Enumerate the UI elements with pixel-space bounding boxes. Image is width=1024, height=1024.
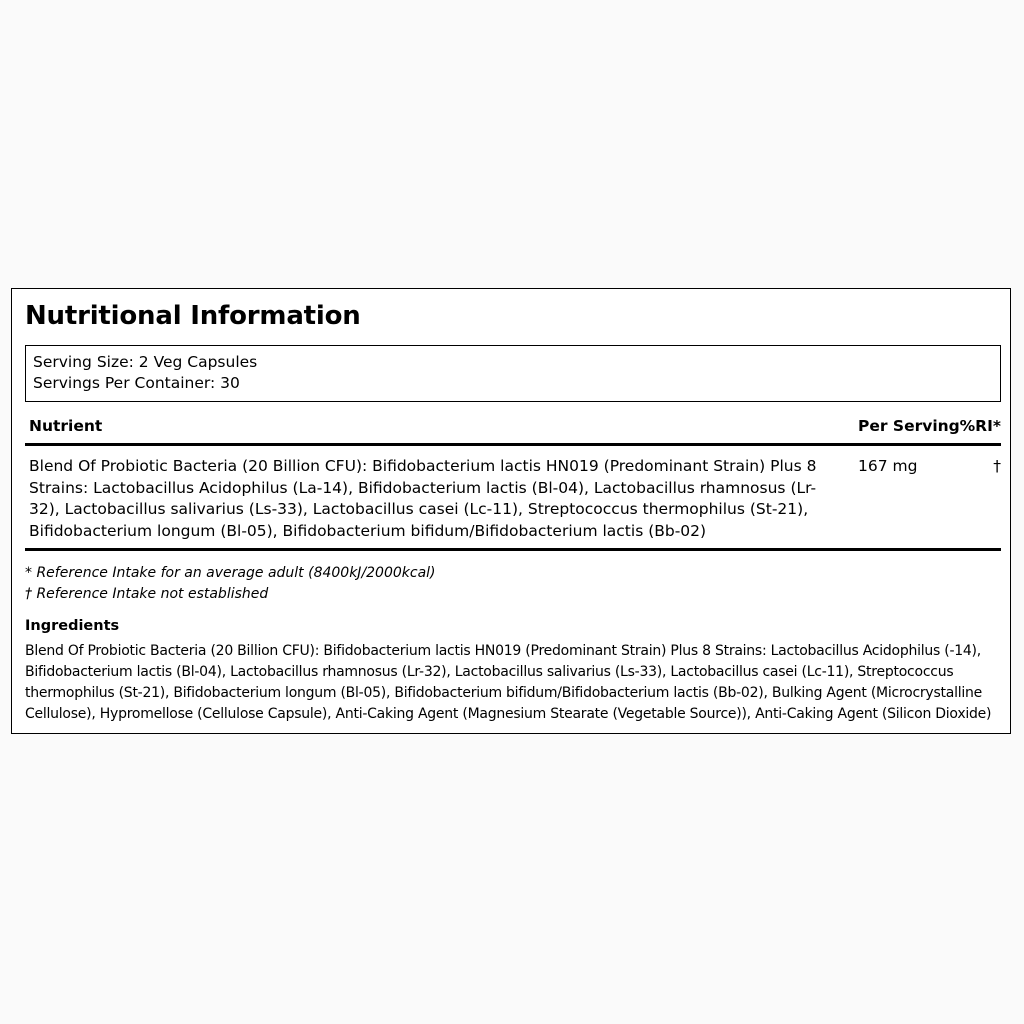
nutrient-table-header bbox=[25, 405, 1001, 446]
column-header-ri: %RI* bbox=[959, 417, 1001, 435]
table-row bbox=[25, 446, 1001, 551]
ingredients-text: Blend Of Probiotic Bacteria (20 Billion CFU): Bifidobacterium lactis HN019 (Predominant Strain) Plus 8 Strains: Lactobacillus Acidophilus (-14), Bifidobacterium lactis (Bl-04), Lactobacillus rhamnosus (Lr-32), Lactobacillus salivarius (Ls-33), Lactobacillus casei (Lc-11), Streptococcus thermophilus (St-21), Bifidobacterium longum (Bl-05), Bifidobacterium bifidum/Bifidobacterium lactis (Bb-02), Bulking Agent (Microcrystalline Cellulose), Hypromellose (Cellulose Capsule), Anti-Caking Agent (Magnesium Stearate (Vegetable Source)), Anti-Caking Agent (Silicon Dioxide) bbox=[25, 643, 992, 722]
footnote-not-established: † Reference Intake not established bbox=[25, 586, 269, 602]
column-header-per-serving: Per Serving bbox=[858, 417, 960, 435]
footnotes bbox=[25, 563, 436, 605]
ri-cell: † bbox=[993, 457, 1001, 475]
servings-per-container: Servings Per Container: 30 bbox=[33, 374, 240, 392]
column-header-nutrient: Nutrient bbox=[29, 417, 103, 435]
footnote-reference-intake: * Reference Intake for an average adult (8400kJ/2000kcal) bbox=[25, 565, 436, 581]
per-serving-cell: 167 mg bbox=[858, 457, 918, 475]
serving-info-box bbox=[25, 345, 1001, 402]
serving-size: Serving Size: 2 Veg Capsules bbox=[33, 353, 258, 371]
nutrition-panel bbox=[11, 288, 1011, 734]
nutrient-cell: Blend Of Probiotic Bacteria (20 Billion CFU): Bifidobacterium lactis HN019 (Predominant Strain) Plus 8 Strains: Lactobacillus Acidophilus (La-14), Bifidobacterium lactis (Bl-04), Lactobacillus rhamnosus (Lr-32), Lactobacillus salivarius (Ls-33), Lactobacillus casei (Lc-11), Streptococcus thermophilus (St-21), Bifidobacterium longum (Bl-05), Bifidobacterium bifidum/Bifidobacterium lactis (Bb-02) bbox=[29, 457, 817, 540]
ingredients-title: Ingredients bbox=[25, 618, 120, 634]
page-title: Nutritional Information bbox=[25, 301, 361, 331]
